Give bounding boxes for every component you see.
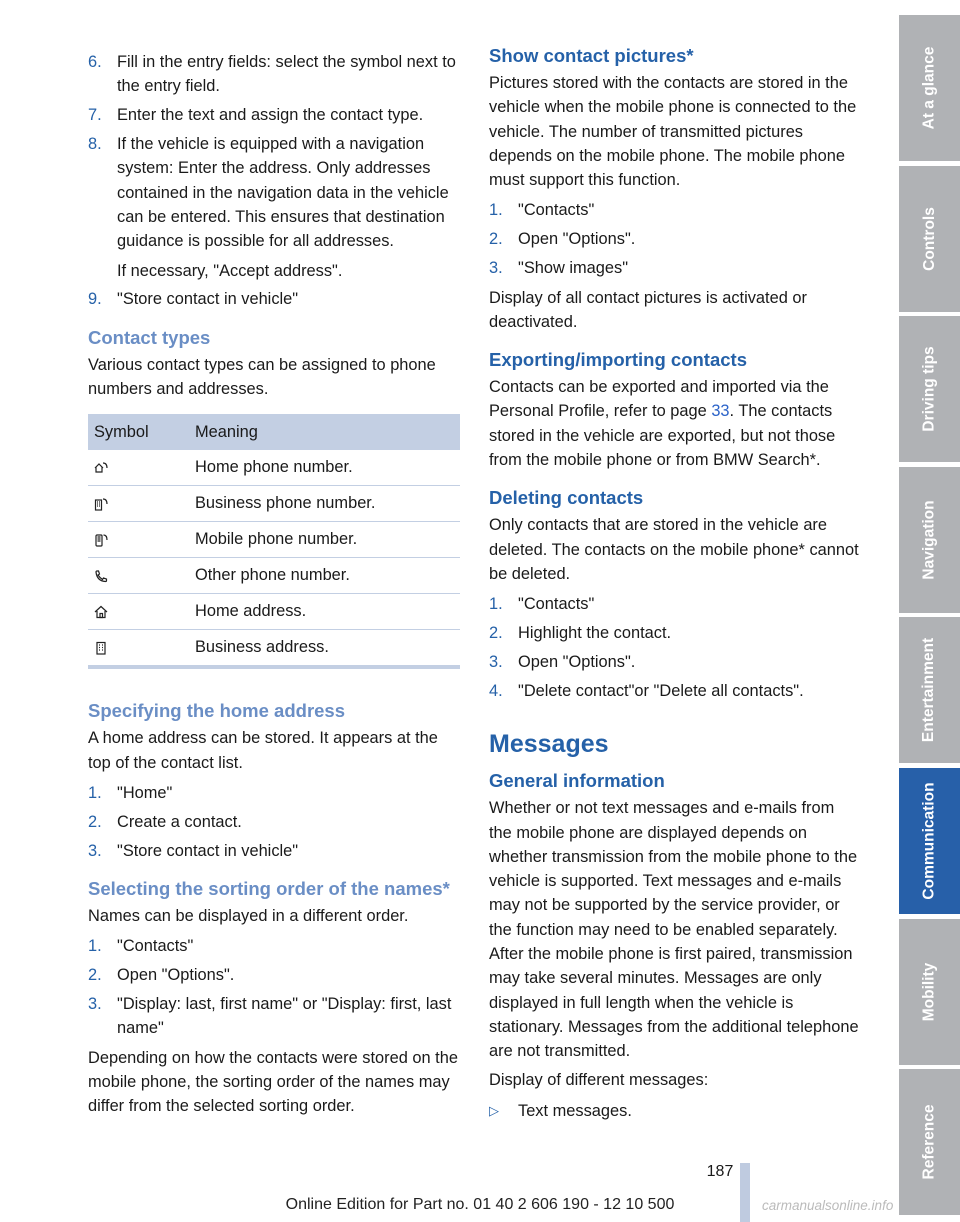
footer-text: Online Edition for Part no. 01 40 2 606 190 - 12 10 500 — [285, 1196, 675, 1213]
messages-title: Messages — [489, 730, 609, 759]
tab-communication[interactable] — [899, 768, 960, 914]
right-column — [489, 44, 861, 1128]
meaning-cell: Mobile phone number. — [195, 522, 460, 558]
symbol-cell — [88, 450, 195, 486]
tab-label: Driving tips — [920, 346, 938, 432]
list-number: 7. — [88, 106, 102, 125]
other-phone-icon — [94, 569, 108, 583]
list-number: 2. — [88, 966, 102, 985]
table-row — [88, 630, 460, 668]
list-text: Open "Options". — [117, 966, 235, 985]
tab-reference[interactable] — [899, 1069, 960, 1215]
list-item — [489, 621, 861, 645]
list-item — [88, 50, 460, 99]
list-text: If the vehicle is equipped with a navigation system: Enter the address. Only addresses contained in the navigation data in the vehicle can be entered. This ensures that destination guidance is possible for all addresses. — [117, 135, 449, 251]
mobile-phone-icon — [94, 533, 108, 547]
list-text: "Delete contact"or "Delete all contacts". — [518, 681, 804, 700]
list-text: "Store contact in vehicle" — [117, 290, 299, 309]
meaning-cell: Home address. — [195, 594, 460, 630]
list-text: Highlight the contact. — [518, 624, 672, 643]
list-text: "Contacts" — [518, 201, 595, 220]
pictures-text: Pictures stored with the contacts are stored in the vehicle when the mobile phone is connected to the vehicle. The number of transmitted pictures depends on the mobile phone. The mobile phone must support this function. — [489, 74, 857, 190]
deleting-steps — [489, 592, 861, 703]
table-row — [88, 558, 460, 594]
watermark: carmanualsonline.info — [762, 1198, 894, 1213]
symbol-column-header: Symbol — [88, 414, 195, 450]
business-address-icon — [94, 641, 108, 655]
tab-label: Controls — [920, 206, 938, 271]
home-address-heading: Specifying the home address — [88, 700, 346, 722]
home-phone-icon — [94, 461, 108, 475]
list-number: ▷ — [489, 1102, 499, 1118]
list-text: "Store contact in vehicle" — [117, 841, 299, 860]
symbol-cell — [88, 486, 195, 522]
left-column — [88, 44, 460, 1124]
list-text: "Home" — [117, 783, 173, 802]
list-item — [489, 592, 861, 616]
symbol-cell — [88, 558, 195, 594]
table-row — [88, 522, 460, 558]
exporting-text-start: Contacts can be exported and imported via the Personal Profile, refer to page — [489, 378, 829, 421]
list-text: "Display: last, first name" or "Display: first, last name" — [117, 995, 452, 1038]
exporting-text — [489, 375, 861, 472]
home-address-icon — [94, 605, 108, 619]
symbol-cell — [88, 522, 195, 558]
pictures-note: Display of all contact pictures is activated or deactivated. — [489, 288, 807, 331]
list-number: 1. — [88, 783, 102, 802]
contact-types-table — [88, 414, 460, 669]
meaning-column-header: Meaning — [195, 414, 460, 450]
tab-entertainment[interactable] — [899, 617, 960, 763]
tab-driving-tips[interactable] — [899, 316, 960, 462]
meaning-cell: Home phone number. — [195, 450, 460, 486]
list-item — [88, 810, 460, 834]
table-row — [88, 594, 460, 630]
list-item — [489, 1099, 861, 1123]
list-number: 2. — [489, 624, 503, 643]
list-number: 8. — [88, 135, 102, 154]
tab-controls[interactable] — [899, 166, 960, 312]
list-item — [88, 132, 460, 283]
list-item — [489, 650, 861, 674]
page-number-bar — [740, 1163, 750, 1222]
list-item — [489, 256, 861, 280]
list-item — [88, 963, 460, 987]
list-item — [88, 992, 460, 1041]
tab-label: Communication — [920, 782, 938, 900]
list-text: "Contacts" — [117, 937, 194, 956]
meaning-cell: Business address. — [195, 630, 460, 668]
list-subtext: If necessary, "Accept address". — [117, 261, 343, 280]
list-item — [489, 227, 861, 251]
business-phone-icon — [94, 497, 108, 511]
table-header-row — [88, 414, 460, 450]
home-address-text: A home address can be stored. It appears at the top of the contact list. — [88, 729, 438, 772]
list-text: Fill in the entry fields: select the symbol next to the entry field. — [117, 53, 456, 96]
list-number: 4. — [489, 681, 503, 700]
list-text: Open "Options". — [518, 230, 636, 249]
list-number: 1. — [88, 937, 102, 956]
tab-label: At a glance — [920, 46, 938, 130]
contact-types-text: Various contact types can be assigned to phone numbers and addresses. — [88, 355, 436, 399]
list-text: Text messages. — [518, 1101, 632, 1120]
list-number: 3. — [489, 653, 503, 672]
sorting-steps — [88, 934, 460, 1040]
exporting-heading: Exporting/importing contacts — [489, 349, 747, 371]
list-item — [489, 679, 861, 703]
pictures-heading: Show contact pictures* — [489, 45, 694, 66]
meaning-cell: Business phone number. — [195, 486, 460, 522]
list-text: Create a contact. — [117, 812, 242, 831]
table-row — [88, 450, 460, 486]
list-number: 9. — [88, 290, 102, 309]
tab-mobility[interactable] — [899, 919, 960, 1065]
page-link[interactable]: 33 — [711, 402, 730, 421]
list-text: "Show images" — [518, 259, 629, 278]
list-item — [88, 287, 460, 311]
list-text: Open "Options". — [518, 653, 636, 672]
tab-at-a-glance[interactable] — [899, 15, 960, 161]
list-number: 2. — [489, 230, 503, 249]
sorting-heading: Selecting the sorting order of the names* — [88, 878, 450, 900]
sorting-text: Names can be displayed in a different order. — [88, 907, 409, 926]
deleting-heading: Deleting contacts — [489, 487, 644, 509]
exporting-text-end: . The contacts stored in the vehicle are exported, but not those from the mobile phone or from BMW Search*. — [489, 402, 836, 470]
pictures-steps — [489, 198, 861, 280]
list-number: 1. — [489, 595, 503, 614]
list-number: 1. — [489, 201, 503, 220]
list-number: 3. — [489, 259, 503, 278]
chapter-sidebar — [899, 0, 960, 1222]
general-info-heading: General information — [489, 770, 665, 792]
list-number: 3. — [88, 841, 102, 860]
symbol-cell — [88, 630, 195, 668]
page-number: 187 — [706, 1163, 734, 1180]
tab-label: Reference — [920, 1104, 938, 1180]
list-item — [88, 103, 460, 127]
tab-label: Navigation — [920, 500, 938, 580]
tab-navigation[interactable] — [899, 467, 960, 613]
message-types-list — [489, 1099, 861, 1123]
list-number: 6. — [88, 53, 102, 71]
display-label: Display of different messages: — [489, 1071, 709, 1090]
list-text: Enter the text and assign the contact type. — [117, 106, 424, 125]
list-number: 2. — [88, 812, 102, 831]
contact-types-heading: Contact types — [88, 326, 211, 348]
steps-list — [88, 50, 460, 312]
sorting-note: Depending on how the contacts were stored on the mobile phone, the sorting order of the names may differ from the selected sorting order. — [88, 1048, 458, 1116]
tab-label: Mobility — [920, 962, 938, 1021]
list-item — [88, 934, 460, 958]
deleting-text: Only contacts that are stored in the vehicle are deleted. The contacts on the mobile phone* cannot be deleted. — [489, 516, 859, 583]
tab-label: Entertainment — [920, 638, 938, 743]
list-item — [489, 198, 861, 222]
list-item — [88, 839, 460, 863]
symbol-cell — [88, 594, 195, 630]
messages-text: Whether or not text messages and e-mails from the mobile phone are displayed depends on whether transmission from the mobile phone to the vehicle is supported. Text messages and e-mails may not be supported by the service provider, or the function may need to be enabled separately. After the mobile phone is first paired, transmission may take several minutes. Messages are only displayed in full length when the vehicle is stationary. Messages from the additional telephone are not transmitted. — [489, 799, 859, 1061]
list-number: 3. — [88, 995, 102, 1014]
home-address-steps — [88, 781, 460, 863]
list-text: "Contacts" — [518, 595, 595, 614]
list-item — [88, 781, 460, 805]
table-row — [88, 486, 460, 522]
meaning-cell: Other phone number. — [195, 558, 460, 594]
